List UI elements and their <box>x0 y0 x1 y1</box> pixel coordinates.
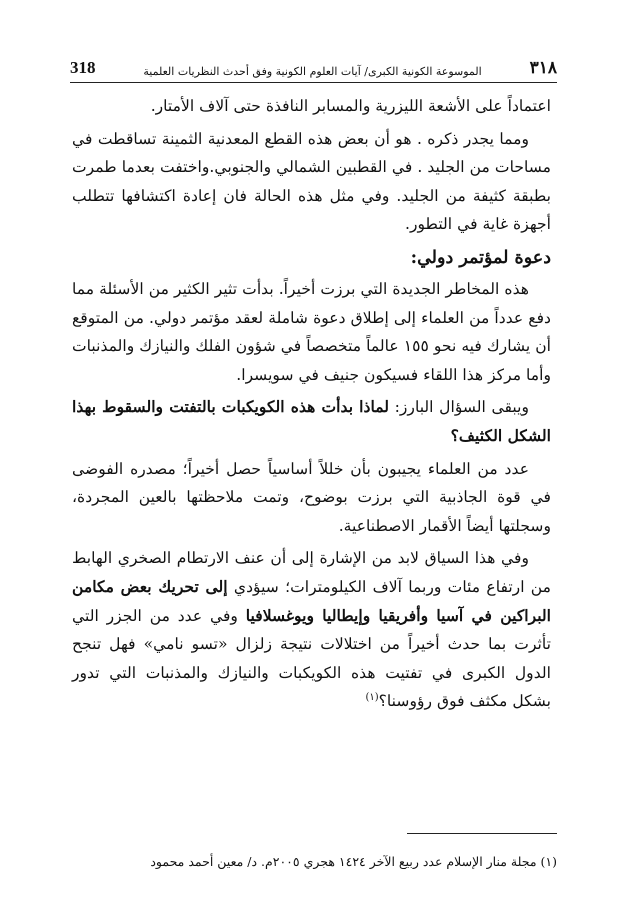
question-bold: لماذا بدأت هذه الكويكبات بالتفتت والسقوط بهذا الشكل الكثيف؟ <box>72 397 551 445</box>
question-intro: ويبقى السؤال البارز: <box>388 398 529 417</box>
main-text <box>72 92 551 720</box>
paragraph-5: عدد من العلماء يجيبون بأن خللاً أساسياً حصل أخيراً؛ مصدره الفوضى في قوة الجاذبية التي برزت بوضوح، وتمت ملاحظتها بالعين المجردة، وسجلتها أيضاً الأقمار الاصطناعية. <box>72 459 551 535</box>
page-number-latin: 318 <box>70 58 96 77</box>
footnote-divider <box>407 833 557 834</box>
section-heading: دعوة لمؤتمر دولي: <box>410 247 551 268</box>
paragraph-6 <box>72 544 551 716</box>
page-number-arabic: ٣١٨ <box>529 58 557 78</box>
paragraph-1: اعتماداً على الأشعة الليزرية والمسابر النافذة حتى آلاف الأمتار. <box>150 97 551 115</box>
running-title: الموسوعة الكونية الكبرى/ آيات العلوم الكونية وفق أحدث النظريات العلمية <box>143 65 482 78</box>
paragraph-6-end: وفي عدد من الجزر التي تأثرت بما حدث أخيراً من اختلالات نتيجة زلزال «تسو نامي» فهل تنجح الدول الكبرى في تفتيت هذه الكويكبات والنيازك والمذنبات التي تدور بشكل مكثف فوق رؤوسنا؟ <box>72 606 551 711</box>
paragraph-2: ومما يجدر ذكره . هو أن بعض هذه القطع المعدنية الثمينة تساقطت في مساحات من الجليد . في القطبين الشمالي والجنوبي.واختفت بعدما طمرت بطبقة كثيفة من الجليد. وفي مثل هذه الحالة فان إعادة اكتشافها تتطلب أجهزة غاية في التطور. <box>72 129 551 234</box>
footnote: (١) مجلة منار الإسلام عدد ربيع الآخر ١٤٢٤ هجري ٢٠٠٥م. د/ معين أحمد محمود <box>150 854 557 869</box>
footnote-reference: (١) <box>365 692 379 704</box>
paragraph-4 <box>72 393 551 450</box>
paragraph-6-start: وفي هذا السياق لابد من الإشارة إلى أن عنف الارتطام الصخري الهابط من ارتفاع مئات وربما آلاف الكيلومترات؛ سيؤدي <box>72 549 552 596</box>
page-header <box>70 54 557 78</box>
paragraph-3: هذه المخاطر الجديدة التي برزت أخيراً. بدأت تثير الكثير من الأسئلة مما دفع عدداً من العلماء إلى إطلاق دعوة شاملة لعقد مؤتمر دولي. من المتوقع أن يشارك فيه نحو ١٥٥ عالماً متخصصاً في شؤون الفلك والنيازك والمذنبات وأما مركز هذا اللقاء فسيكون جنيف في سويسرا. <box>72 279 551 384</box>
header-divider <box>70 82 557 83</box>
paragraph-6-bold: إلى تحريك بعض مكامن البراكين في آسيا وأفريقيا وإيطاليا ويوغسلافيا <box>72 576 551 625</box>
